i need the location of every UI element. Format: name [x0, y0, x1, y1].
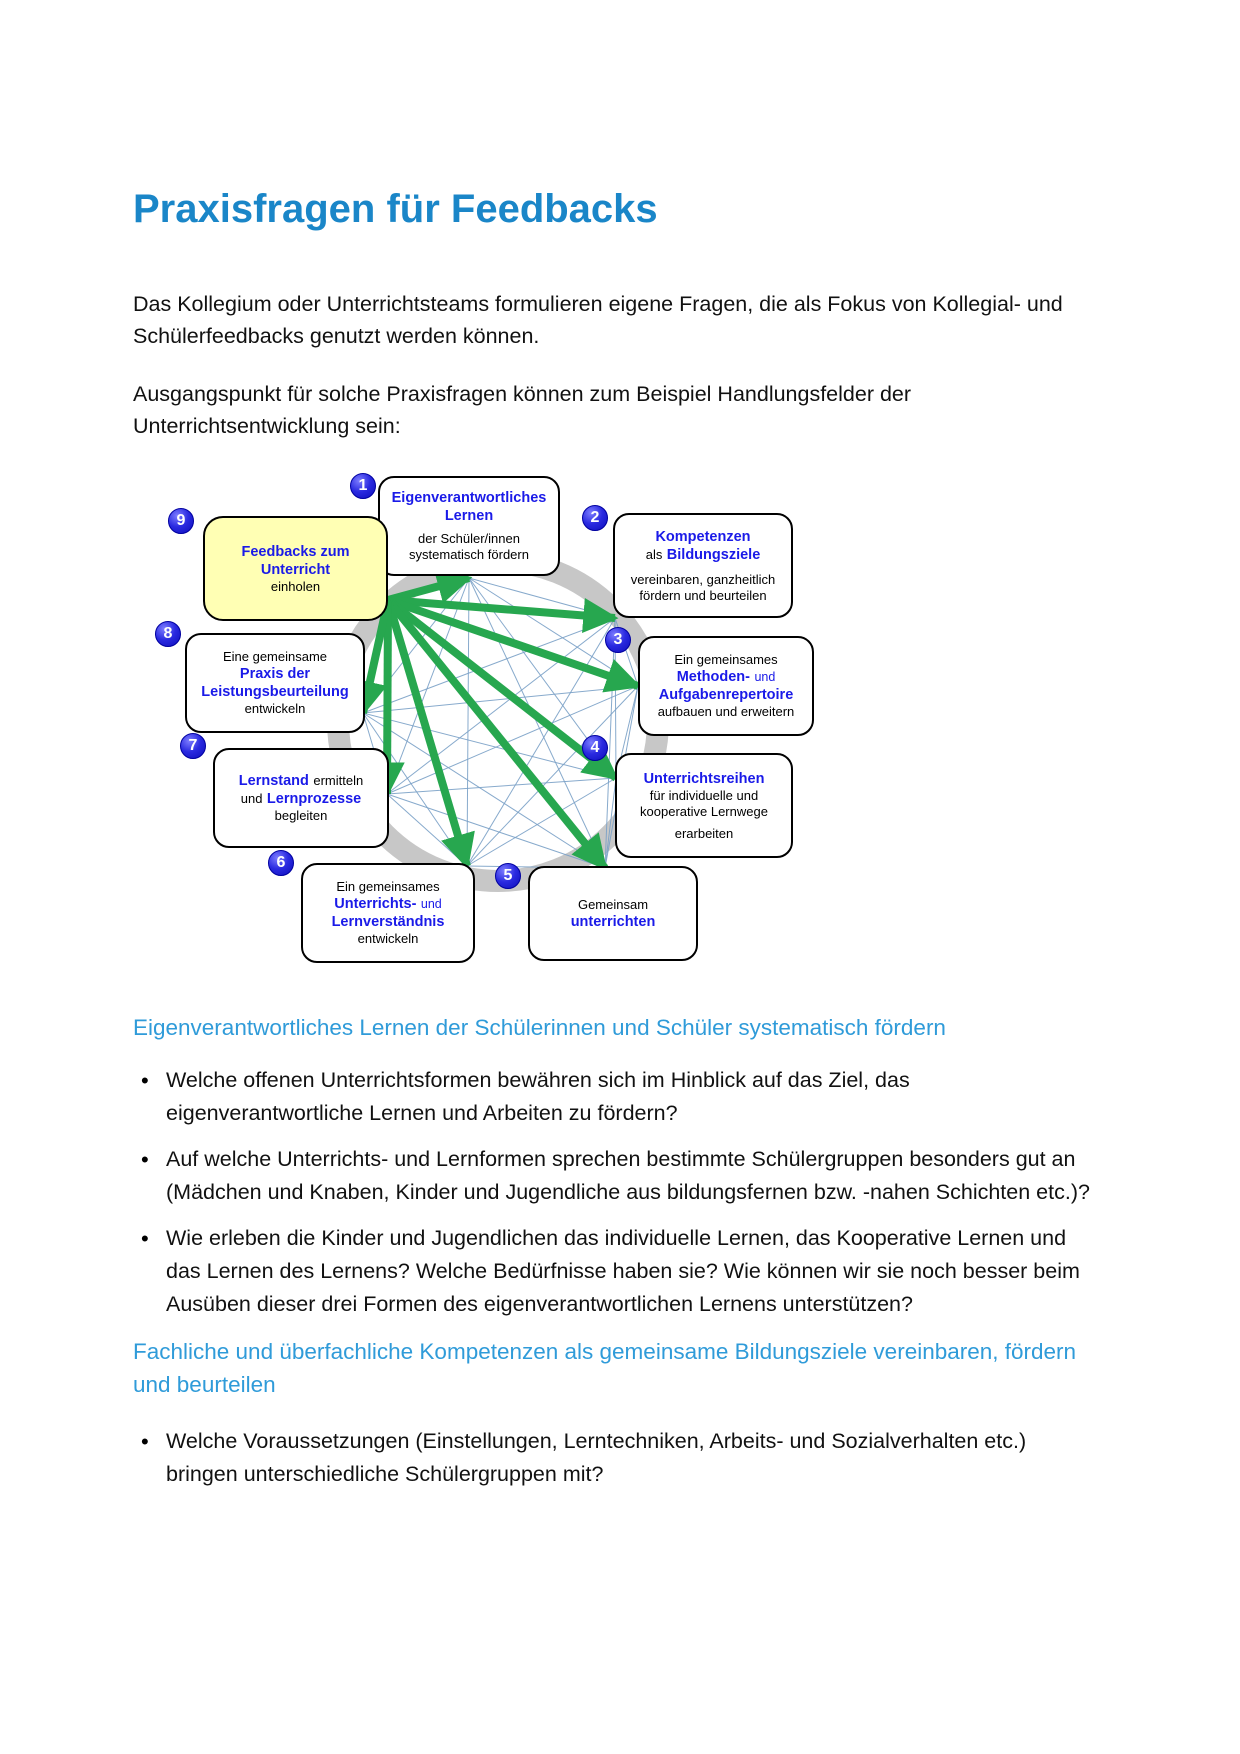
diagram-node-lernstand-lernprozesse: Lernstand ermitteln und Lernprozesse begleiten [213, 748, 389, 848]
section-heading-1: Eigenverantwortliches Lernen der Schülerinnen und Schüler systematisch fördern [133, 1015, 946, 1040]
node-4-badge: 4 [582, 735, 608, 761]
question-list-2 [133, 1425, 1093, 1491]
node-6-badge: 6 [268, 850, 294, 876]
list-item: • Welche offenen Unterrichtsformen bewähren sich im Hinblick auf das Ziel, das eigenverantwortliche Lernen und Arbeiten zu fördern? [133, 1064, 1093, 1130]
diagram-node-unterrichts-lernverstaendnis: Ein gemeinsames Unterrichts- und Lernverständnis entwickeln [301, 863, 475, 963]
diagram-node-feedbacks-zum-unterricht: Feedbacks zum Unterricht einholen [203, 516, 388, 621]
intro-paragraph-1: Das Kollegium oder Unterrichtsteams formulieren eigene Fragen, die als Fokus von Kollegial- und Schülerfeedbacks genutzt werden können. [133, 292, 1063, 348]
bullet-icon [141, 1425, 149, 1459]
list-item: • Wie erleben die Kinder und Jugendlichen das individuelle Lernen, das Kooperative Lernen und das Lernen des Lernens? Welche Bedürfnisse haben sie? Wie können wir sie noch besser beim Ausüben dieser drei Formen des eigenverantwortlichen Lernens unterstützen? [133, 1222, 1093, 1321]
diagram-node-unterrichtsreihen: Unterrichtsreihen für individuelle und kooperative Lernwege erarbeiten [615, 753, 793, 858]
handlungsfelder-diagram [153, 468, 853, 973]
intro-paragraph-2: Ausgangspunkt für solche Praxisfragen können zum Beispiel Handlungsfelder der Unterrichtsentwicklung sein: [133, 382, 912, 438]
page-title: Praxisfragen für Feedbacks [133, 187, 658, 231]
list-item: • Welche Voraussetzungen (Einstellungen, Lerntechniken, Arbeits- und Sozialverhalten etc.) bringen unterschiedliche Schülergruppen mit? [133, 1425, 1093, 1491]
node-3-badge: 3 [605, 627, 631, 653]
diagram-node-kompetenzen: Kompetenzen als Bildungsziele vereinbaren, ganzheitlich fördern und beurteilen [613, 513, 793, 618]
bullet-icon [141, 1143, 149, 1177]
diagram-node-gemeinsam-unterrichten: Gemeinsam unterrichten [528, 866, 698, 961]
node-9-badge: 9 [168, 508, 194, 534]
bullet-icon [141, 1064, 149, 1098]
node-2-badge: 2 [582, 505, 608, 531]
node-7-badge: 7 [180, 733, 206, 759]
node-1-badge: 1 [350, 473, 376, 499]
list-item: • Auf welche Unterrichts- und Lernformen sprechen bestimmte Schülergruppen besonders gut an (Mädchen und Knaben, Kinder und Jugendliche aus bildungsfernen bzw. -nahen Schichten etc.)? [133, 1143, 1093, 1209]
diagram-node-leistungsbeurteilung: Eine gemeinsame Praxis der Leistungsbeurteilung entwickeln [185, 633, 365, 733]
node-8-badge: 8 [155, 621, 181, 647]
node-5-badge: 5 [495, 863, 521, 889]
question-list-1 [133, 1064, 1093, 1321]
diagram-node-methoden-aufgabenrepertoire: Ein gemeinsames Methoden- und Aufgabenrepertoire aufbauen und erweitern [638, 636, 814, 736]
diagram-node-eigenverantwortliches-lernen: Eigenverantwortliches Lernen der Schüler/innen systematisch fördern [378, 476, 560, 576]
bullet-icon [141, 1222, 149, 1256]
section-heading-2: Fachliche und überfachliche Kompetenzen als gemeinsame Bildungsziele vereinbaren, fördern und beurteilen [133, 1339, 1077, 1397]
